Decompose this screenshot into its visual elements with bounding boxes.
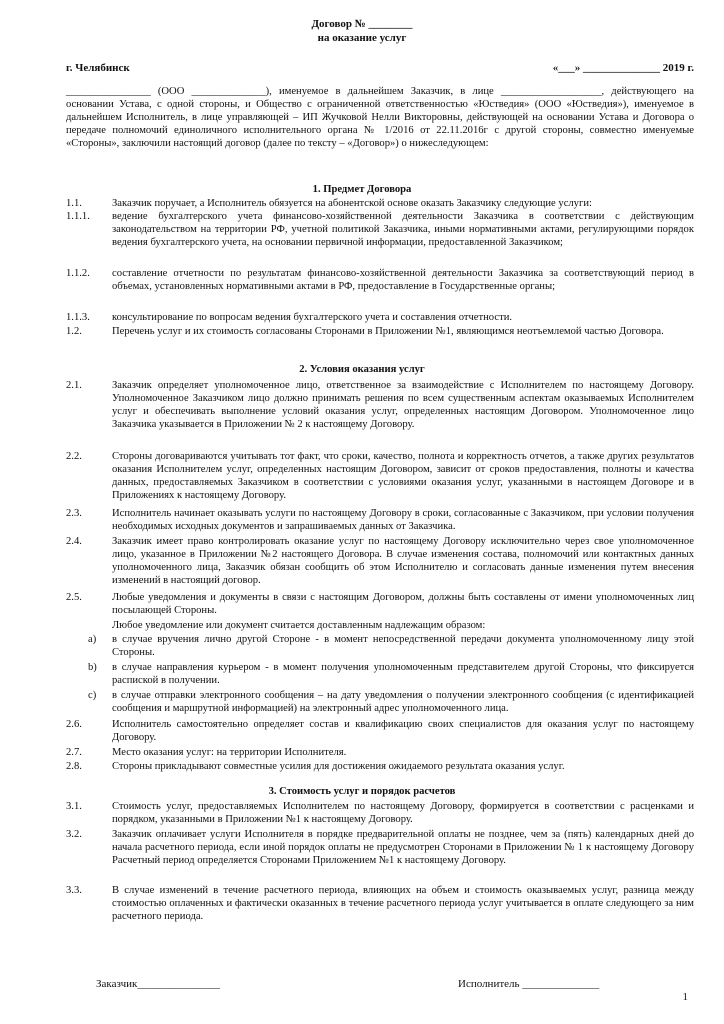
clause-text: в случае отправки электронного сообщения – на дату уведомления о получении электронного сообщения (с идентификацией сообщения и маршрутной информацией) на электронный адрес уполномоченного лица. [112, 690, 694, 714]
clause-number: c) [88, 690, 97, 701]
clause-text: Исполнитель начинает оказывать услуги по настоящему Договору в сроки, согласованные с Заказчиком, при условии получения необходимых исходных документов и запрашиваемых данных от Заказчика. [112, 508, 694, 532]
clause-number: b) [88, 662, 97, 673]
clause-number: 2.4. [66, 536, 82, 547]
clause-text: Заказчик имеет право контролировать оказание услуг по настоящему Договору исключительно через свое уполномоченное лицо, указанное в Приложении №2 настоящего Договора. В случае изменения состава, полномочий или контактных данных уполномоченного лица, Заказчик обязан сообщить об этом Исполнителю и согласовать данные изменения путем внесения изменений в настоящий договор. [112, 536, 694, 586]
clause-text: Перечень услуг и их стоимость согласованы Сторонами в Приложении №1, являющимся неотъемлемой частью Договора. [112, 326, 664, 337]
clause-number: 2.8. [66, 761, 82, 772]
clause-text: Место оказания услуг: на территории Исполнителя. [112, 747, 347, 758]
clause-text: Стороны прикладывают совместные усилия для достижения ожидаемого результата оказания услуг. [112, 761, 565, 772]
clause-number: 1.1. [66, 198, 82, 209]
clause-number: 2.2. [66, 451, 82, 462]
contract-date: «___» ______________ 2019 г. [552, 62, 694, 74]
clause-number: 1.1.1. [66, 211, 90, 222]
contractor-signature-line: Исполнитель ______________ [458, 978, 600, 990]
clause-number: 2.1. [66, 380, 82, 391]
section-3-title: 3. Стоимость услуг и порядок расчетов [268, 786, 456, 797]
clause-number: 2.6. [66, 719, 82, 730]
clause-text: Любое уведомление или документ считается доставленным надлежащим образом: [112, 620, 486, 631]
clause-number: a) [88, 634, 97, 645]
clause-text: консультирование по вопросам ведения бухгалтерского учета и составления отчетности. [112, 312, 513, 323]
clause-text: в случае вручения лично другой Стороне - в момент непосредственной передачи документа уполномоченному лицу этой Стороны. [112, 634, 694, 658]
clause-text: Заказчик поручает, а Исполнитель обязуется на абонентской основе оказать Заказчику следующие услуги: [112, 198, 592, 209]
clause-number: 3.3. [66, 885, 82, 896]
clause-text: Любые уведомления и документы в связи с настоящим Договором, должны быть составлены от имени уполномоченных лиц посылающей Стороны. [112, 592, 694, 616]
clause-text: Заказчик оплачивает услуги Исполнителя в порядке предварительной оплаты не позднее, чем за (пять) календарных дней до начала расчетного периода, если иной порядок оплаты не предусмотрен Сторонами в Приложении № 1 к настоящему Договору Расчетный период определяется Сторонами Приложением №1 к настоящему Договору. [112, 829, 694, 866]
clause-number: 2.7. [66, 747, 82, 758]
clause-number: 1.2. [66, 326, 82, 337]
clause-number: 2.3. [66, 508, 82, 519]
clause-text: в случае направления курьером - в момент получения уполномоченным представителем другой Стороны, что фиксируется распиской в получении. [112, 662, 694, 686]
city: г. Челябинск [66, 62, 130, 74]
clause-number: 2.5. [66, 592, 82, 603]
clause-number: 1.1.2. [66, 268, 90, 279]
clause-number: 3.1. [66, 801, 82, 812]
clause-text: Стоимость услуг, предоставляемых Исполнителем по настоящему Договору, формируется в соответствии с расценками и порядком, указанными в Приложении №1 к настоящему Договору. [112, 801, 694, 825]
intro-paragraph: ________________ (ООО ______________), именуемое в дальнейшем Заказчик, в лице ___________________, действующего на основании Устава, с одной стороны, и Общество с ограниченной ответственностью «Юстведия» (ООО «Юстведия»), именуемое в дальнейшем Исполнитель, в лице управляющей – ИП Жучковой Нелли Викторовны, действующей на основании Устава и Договора о передаче полномочий единоличного исполнительного органа № 1/2016 от 22.11.2016г с другой стороны, совместно именуемые «Стороны», заключили настоящий договор (далее по тексту – «Договор») о нижеследующем: [66, 86, 694, 149]
clause-text: Стороны договариваются учитывать тот факт, что сроки, качество, полнота и корректность отчетов, а также других результатов оказания Исполнителем услуг, определенных настоящим Договором, зависит от сроков предоставления, полноты и качества данных, предоставляемых Заказчиком в соответствии с условиями оказания услуг, указанными в настоящем Договоре и в Приложениях к настоящему Договору. [112, 451, 694, 501]
customer-signature-line: Заказчик_______________ [96, 978, 220, 990]
page-number: 1 [682, 991, 688, 1003]
document-subtitle: на оказание услуг [317, 32, 407, 44]
clause-number: 1.1.3. [66, 312, 90, 323]
clause-number: 3.2. [66, 829, 82, 840]
document-title: Договор № ________ [311, 18, 413, 30]
clause-text: составление отчетности по результатам финансово-хозяйственной деятельности Заказчика за соответствующий период в объемах, установленных нормативными актами в РФ, предоставление в Государственные органы; [112, 268, 694, 292]
clause-text: ведение бухгалтерского учета финансово-хозяйственной деятельности Заказчика в соответствии с действующим законодательством на территории РФ, учетной политикой Заказчика, иными нормативными актами, регулирующими порядок ведения бухгалтерского учета, на основании первичной информации, предоставленной Заказчиком; [112, 211, 694, 248]
section-2-title: 2. Условия оказания услуг [299, 364, 425, 375]
section-1-title: 1. Предмет Договора [312, 184, 412, 195]
clause-text: Исполнитель самостоятельно определяет состав и квалификацию своих специалистов для оказания услуг по настоящему Договору. [112, 719, 694, 743]
clause-text: Заказчик определяет уполномоченное лицо, ответственное за взаимодействие с Исполнителем по настоящему Договору. Уполномоченное Заказчиком лицо должно принимать решения по всем существенным аспектам оказываемых Исполнителем услуг и обеспечивать выполнение условий оказания услуг, определенных настоящим Договором. Уполномоченное лицо Заказчика указывается в Приложении № 2 к настоящему Договору. [112, 380, 694, 430]
clause-text: В случае изменений в течение расчетного периода, влияющих на объем и стоимость оказываемых услуг, разница между стоимостью оплаченных и фактически оказанных в течение расчетного периода услуг учитывается в оплате следующего за ним расчетного периода. [112, 885, 694, 922]
